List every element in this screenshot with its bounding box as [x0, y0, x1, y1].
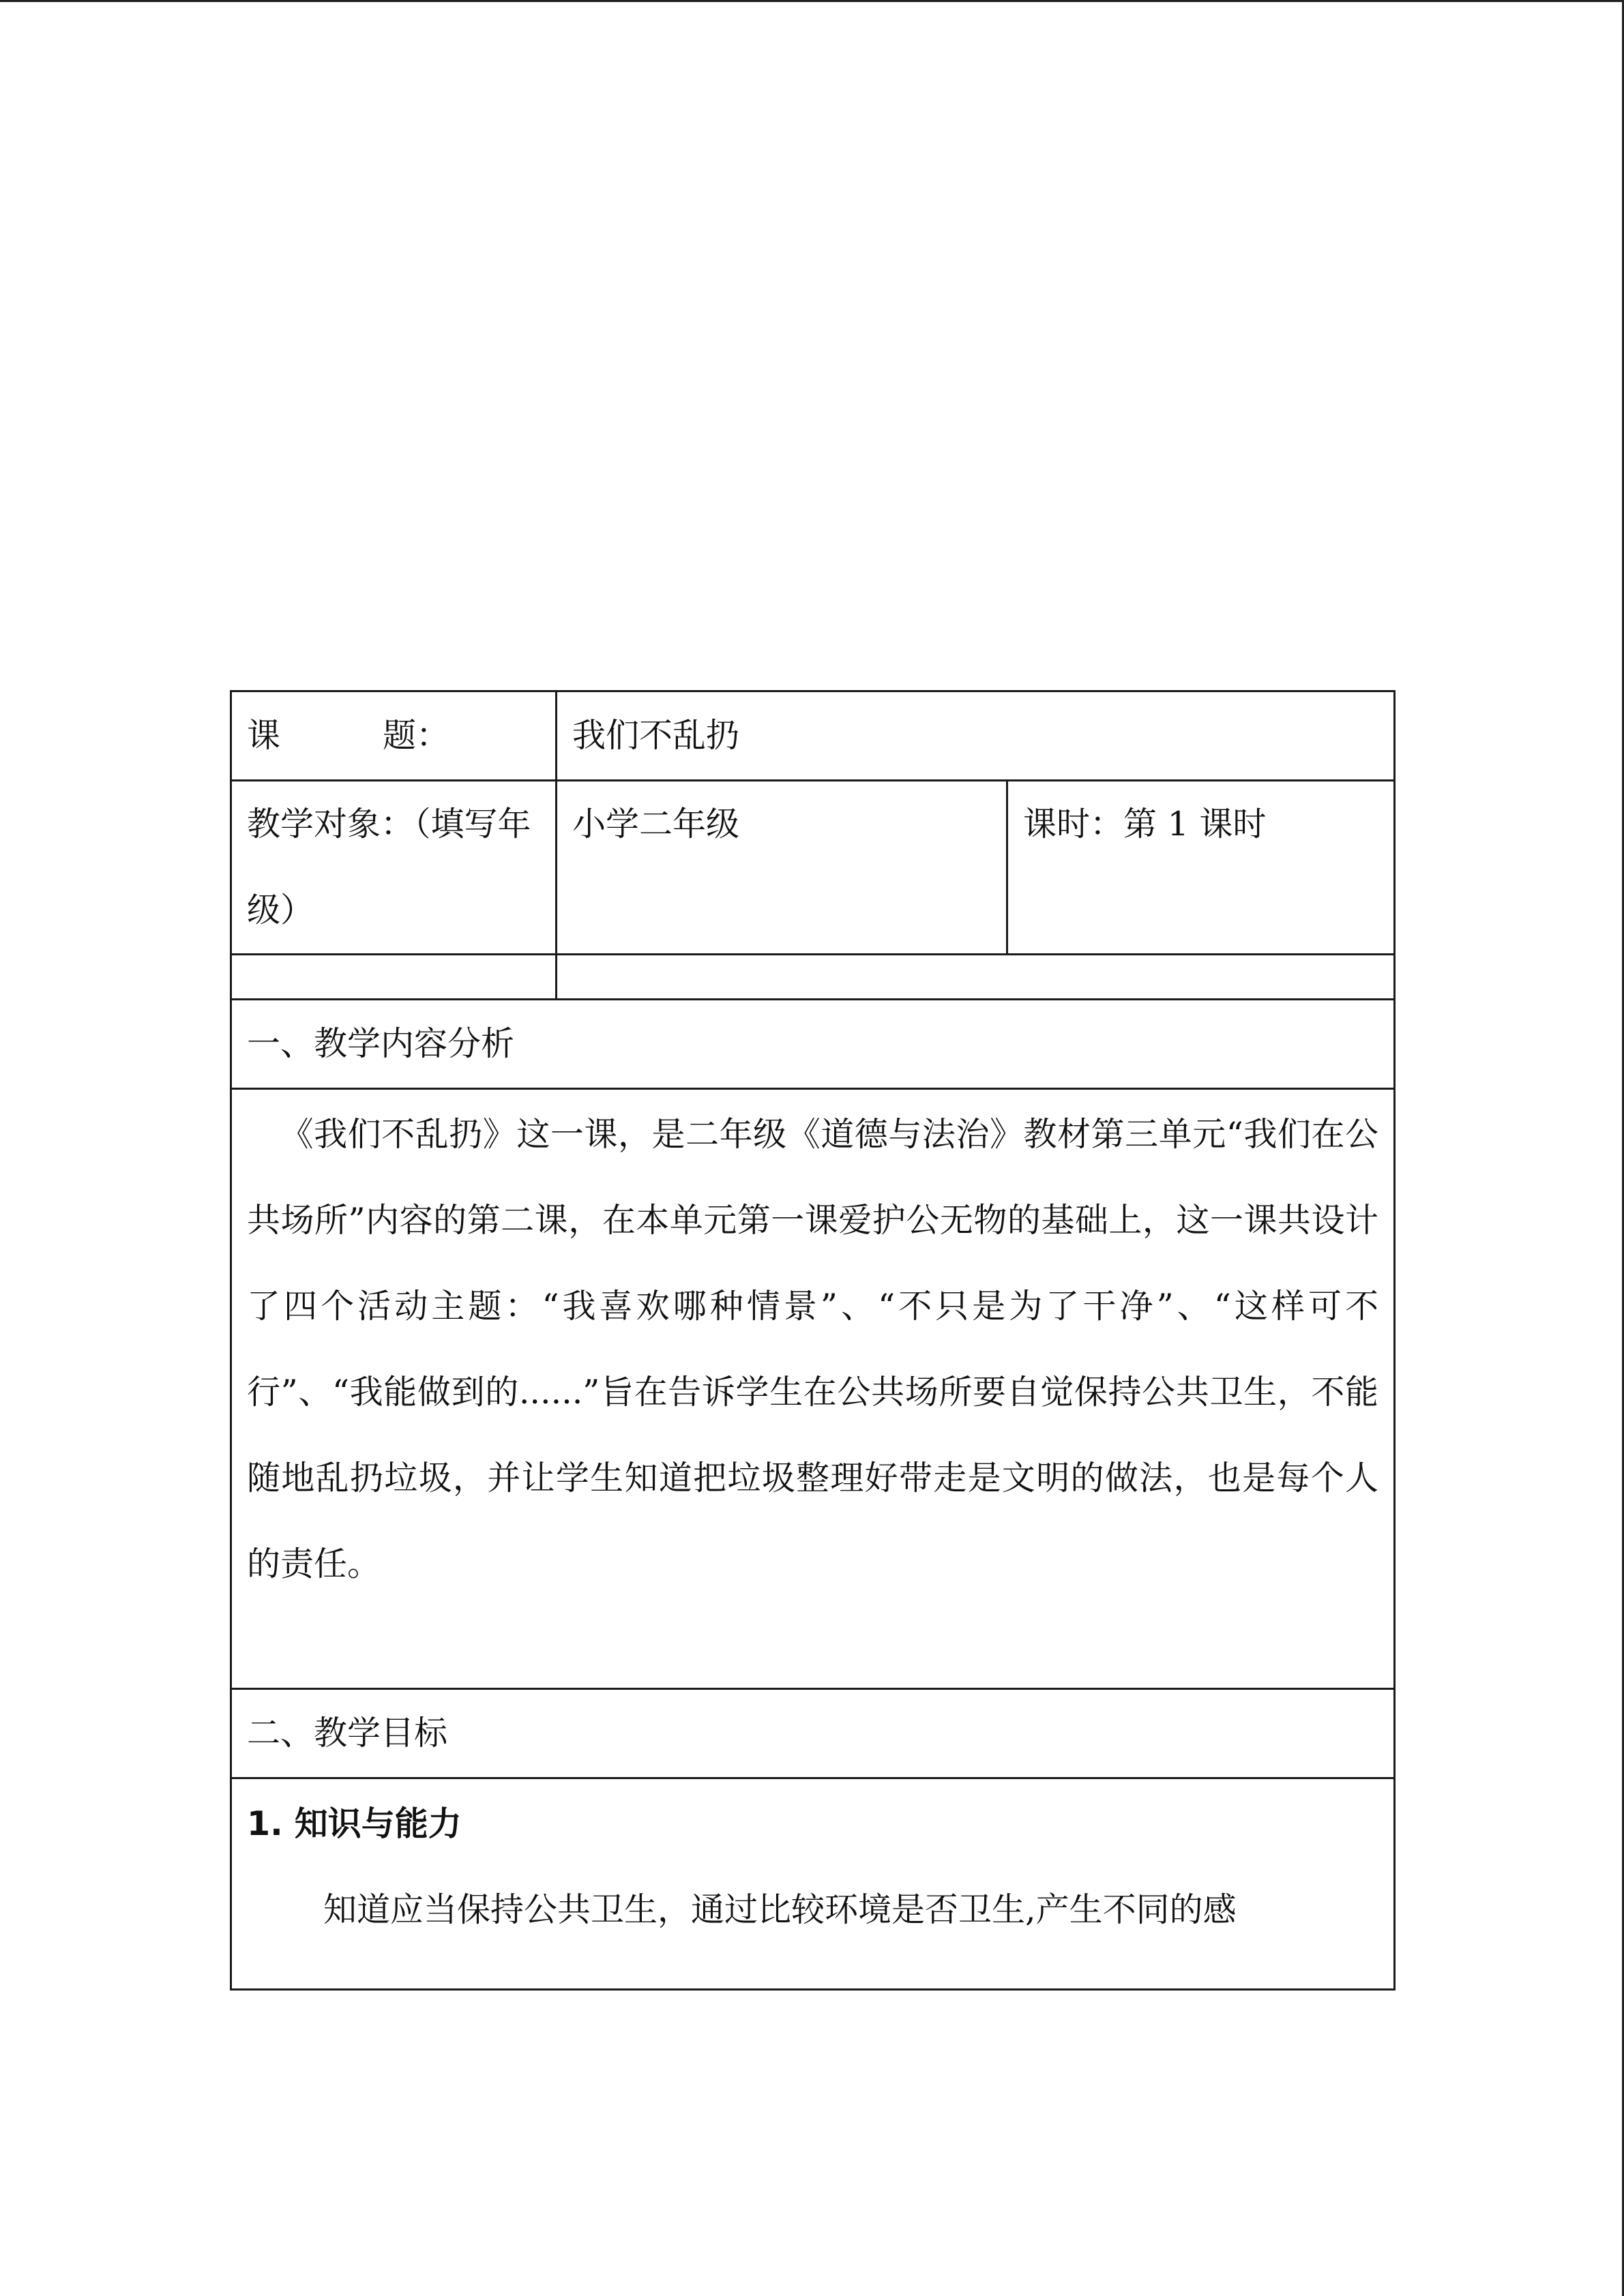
page-top-border: [0, 0, 1624, 2]
goal1-cell: [231, 1778, 1395, 1990]
audience-label-cell: 教学对象：（填写年级）: [231, 781, 557, 955]
title-value-cell: 我们不乱扔: [557, 691, 1395, 781]
title-label-cell: [231, 691, 557, 781]
audience-row: [231, 781, 1395, 955]
section1-heading: 一、教学内容分析: [231, 1000, 1395, 1089]
empty-cell-left: [231, 955, 557, 1000]
title-row: [231, 691, 1395, 781]
empty-cell-right: [557, 955, 1395, 1000]
goal1-body: 知道应当保持公共卫生，通过比较环境是否卫生,产生不同的感: [323, 1890, 1237, 1929]
audience-value-cell: 小学二年级: [557, 781, 1007, 955]
goal1-heading: 1. 知识与能力: [247, 1804, 462, 1843]
title-label: 课 题：: [247, 716, 450, 755]
section1-heading-row: [231, 1000, 1395, 1089]
goal1-body-line: [247, 1867, 1378, 1953]
period-cell: 课时：第 1 课时: [1007, 781, 1395, 955]
goal1-row: [231, 1778, 1395, 1990]
section2-heading-row: [231, 1689, 1395, 1778]
section1-body-row: [231, 1089, 1395, 1689]
lesson-plan-table: [230, 690, 1396, 1991]
section1-body-cell: [231, 1089, 1395, 1689]
empty-row: [231, 955, 1395, 1000]
section1-body: 《我们不乱扔》这一课，是二年级《道德与法治》教材第三单元“我们在公共场所”内容的第二课，在本单元第一课爱护公无物的基础上，这一课共设计了四个活动主题：“我喜欢哪种情景”、“不只是为了干净”、“这样可不行”、“我能做到的......”旨在告诉学生在公共场所要自觉保持公共卫生，不能随地乱扔垃圾，并让学生知道把垃圾整理好带走是文明的做法，也是每个人的责任。: [247, 1115, 1379, 1583]
section2-heading: 二、教学目标: [231, 1689, 1395, 1778]
